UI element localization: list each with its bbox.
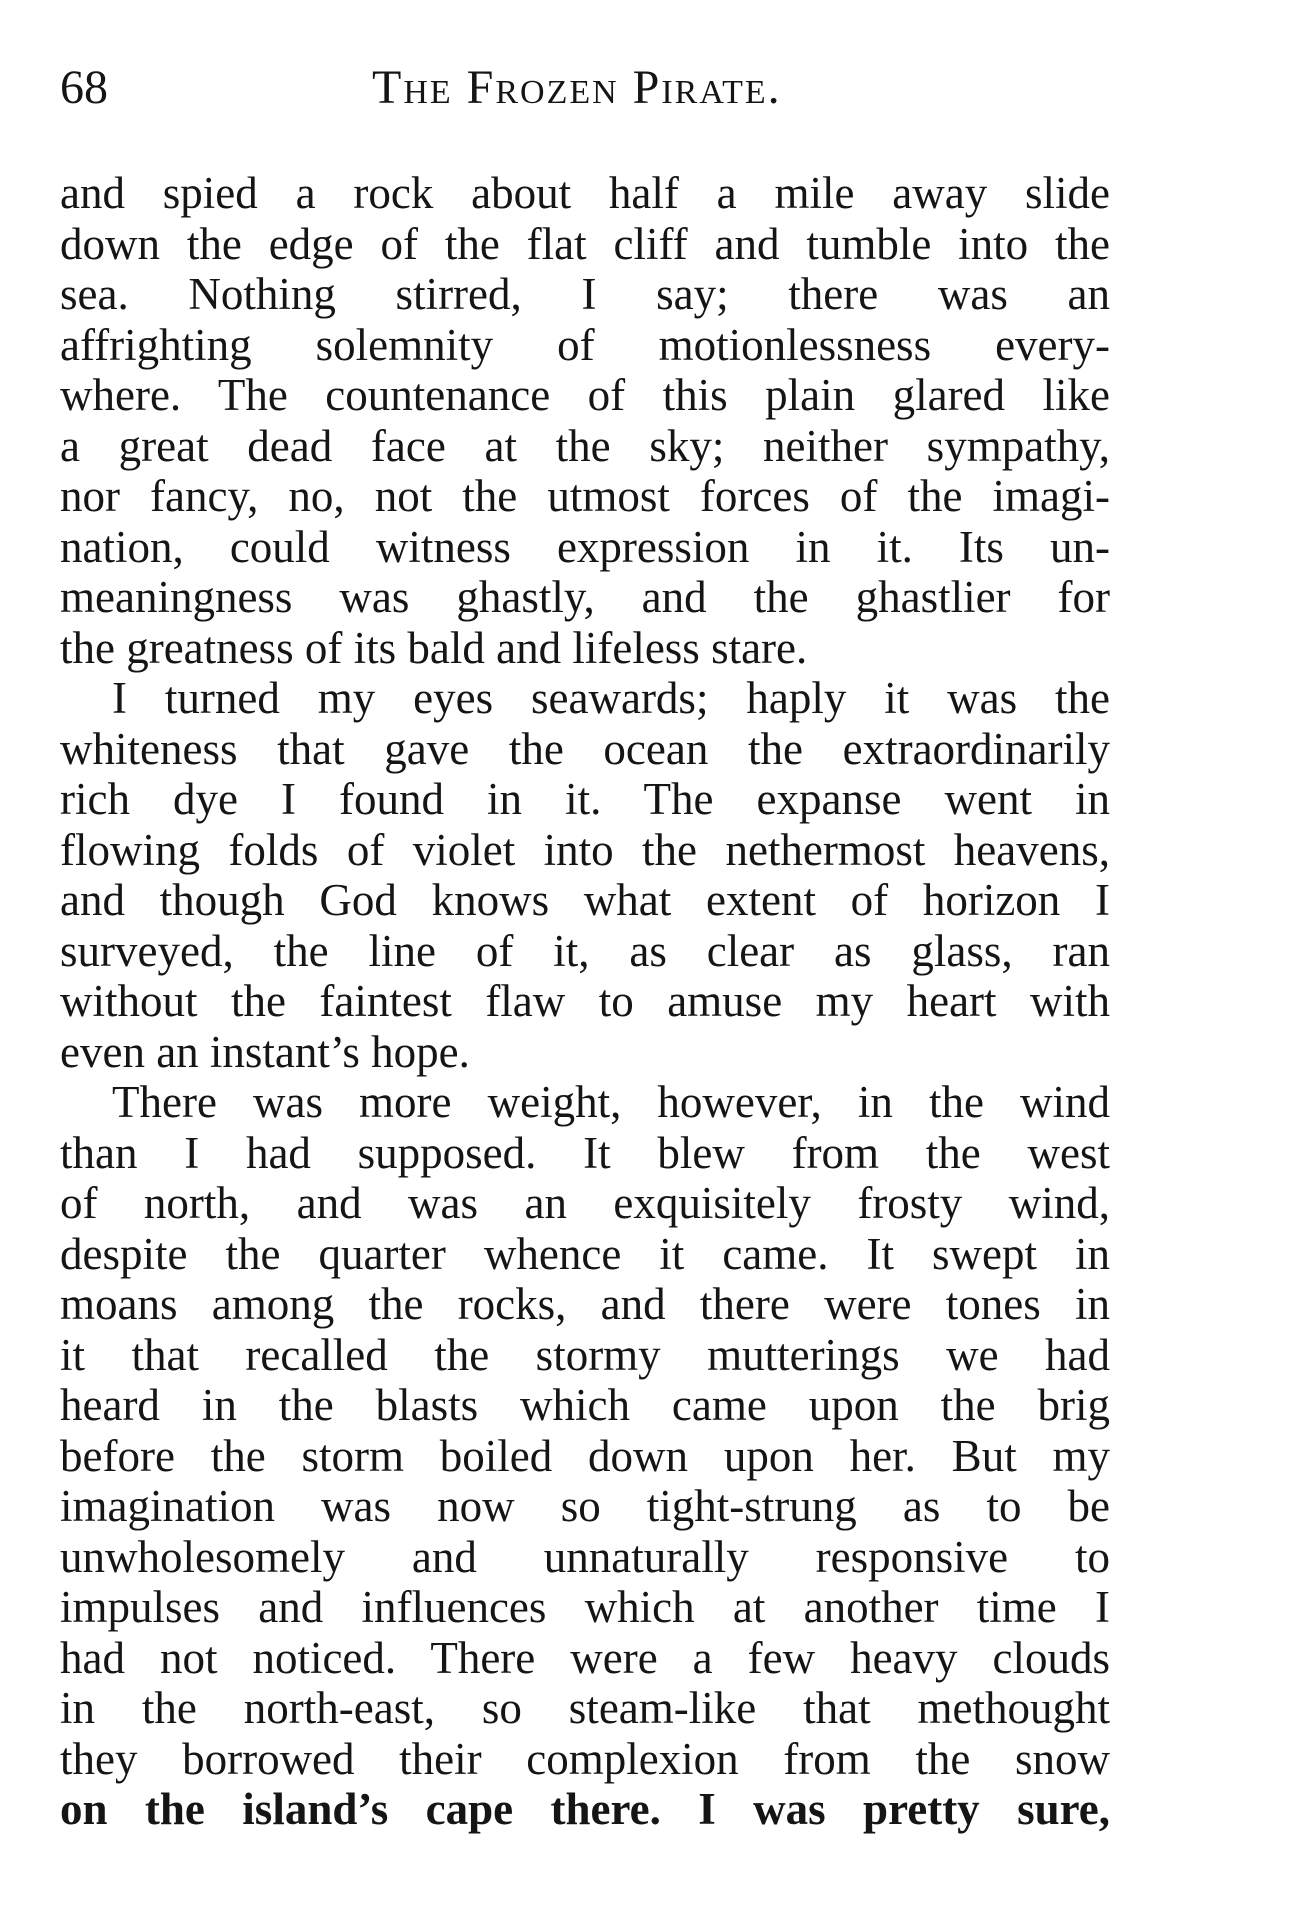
text-line: rich dye I found in it. The expanse went in [60,774,1110,824]
text-line: it that recalled the stormy mutterings we had [60,1329,1110,1380]
text-line: surveyed, the line of it, as clear as glass, ran [60,925,1110,976]
text-line: had not noticed. There were a few heavy clouds [60,1632,1110,1683]
text-line: where. The countenance of this plain glared like [60,370,1110,420]
text-line: the greatness of its bald and lifeless stare. [60,622,808,673]
book-title: The Frozen Pirate. [372,61,782,114]
page-number: 68 [60,61,108,114]
paragraph-2 [60,673,1110,1077]
text-line: meaningness was ghastly, and the ghastlier for [60,572,1110,622]
text-line: sea. Nothing stirred, I say; there was an [60,269,1110,319]
text-line: even an instant’s hope. [60,1026,470,1077]
text-line: and spied a rock about half a mile away slide [60,168,1110,218]
text-line: flowing folds of violet into the nethermost heavens, [60,824,1110,875]
text-line: and though God knows what extent of horizon I [60,875,1110,925]
text-line: a great dead face at the sky; neither sympathy, [60,420,1110,471]
text-line: imagination was now so tight-strung as to be [60,1481,1110,1531]
paragraph-3 [60,1077,1110,1835]
text-line: There was more weight, however, in the wind [112,1077,1110,1127]
paragraph-1 [60,168,1110,673]
text-line: unwholesomely and unnaturally responsive to [60,1531,1110,1582]
text-line: on the island’s cape there. I was pretty sure, [60,1784,1110,1834]
text-line: than I had supposed. It blew from the west [60,1127,1110,1178]
text-line: they borrowed their complexion from the snow [60,1733,1110,1784]
text-line: without the faintest flaw to amuse my heart with [60,976,1110,1026]
text-line: whiteness that gave the ocean the extraordinarily [60,723,1110,774]
text-line: in the north-east, so steam-like that methought [60,1683,1110,1733]
body-text [60,168,1110,1835]
text-line: affrighting solemnity of motionlessness every- [60,319,1110,370]
text-line: of north, and was an exquisitely frosty wind, [60,1178,1110,1228]
text-line: despite the quarter whence it came. It swept in [60,1228,1110,1279]
text-line: moans among the rocks, and there were tones in [60,1279,1110,1329]
text-line: I turned my eyes seawards; haply it was the [112,673,1110,723]
text-line: heard in the blasts which came upon the brig [60,1380,1110,1430]
text-line: impulses and influences which at another time I [60,1582,1110,1632]
text-line: down the edge of the flat cliff and tumble into the [60,218,1110,269]
text-line: before the storm boiled down upon her. But my [60,1430,1110,1481]
running-head [60,58,1110,118]
text-line: nor fancy, no, not the utmost forces of the imagi- [60,471,1110,521]
text-line: nation, could witness expression in it. Its un- [60,521,1110,572]
